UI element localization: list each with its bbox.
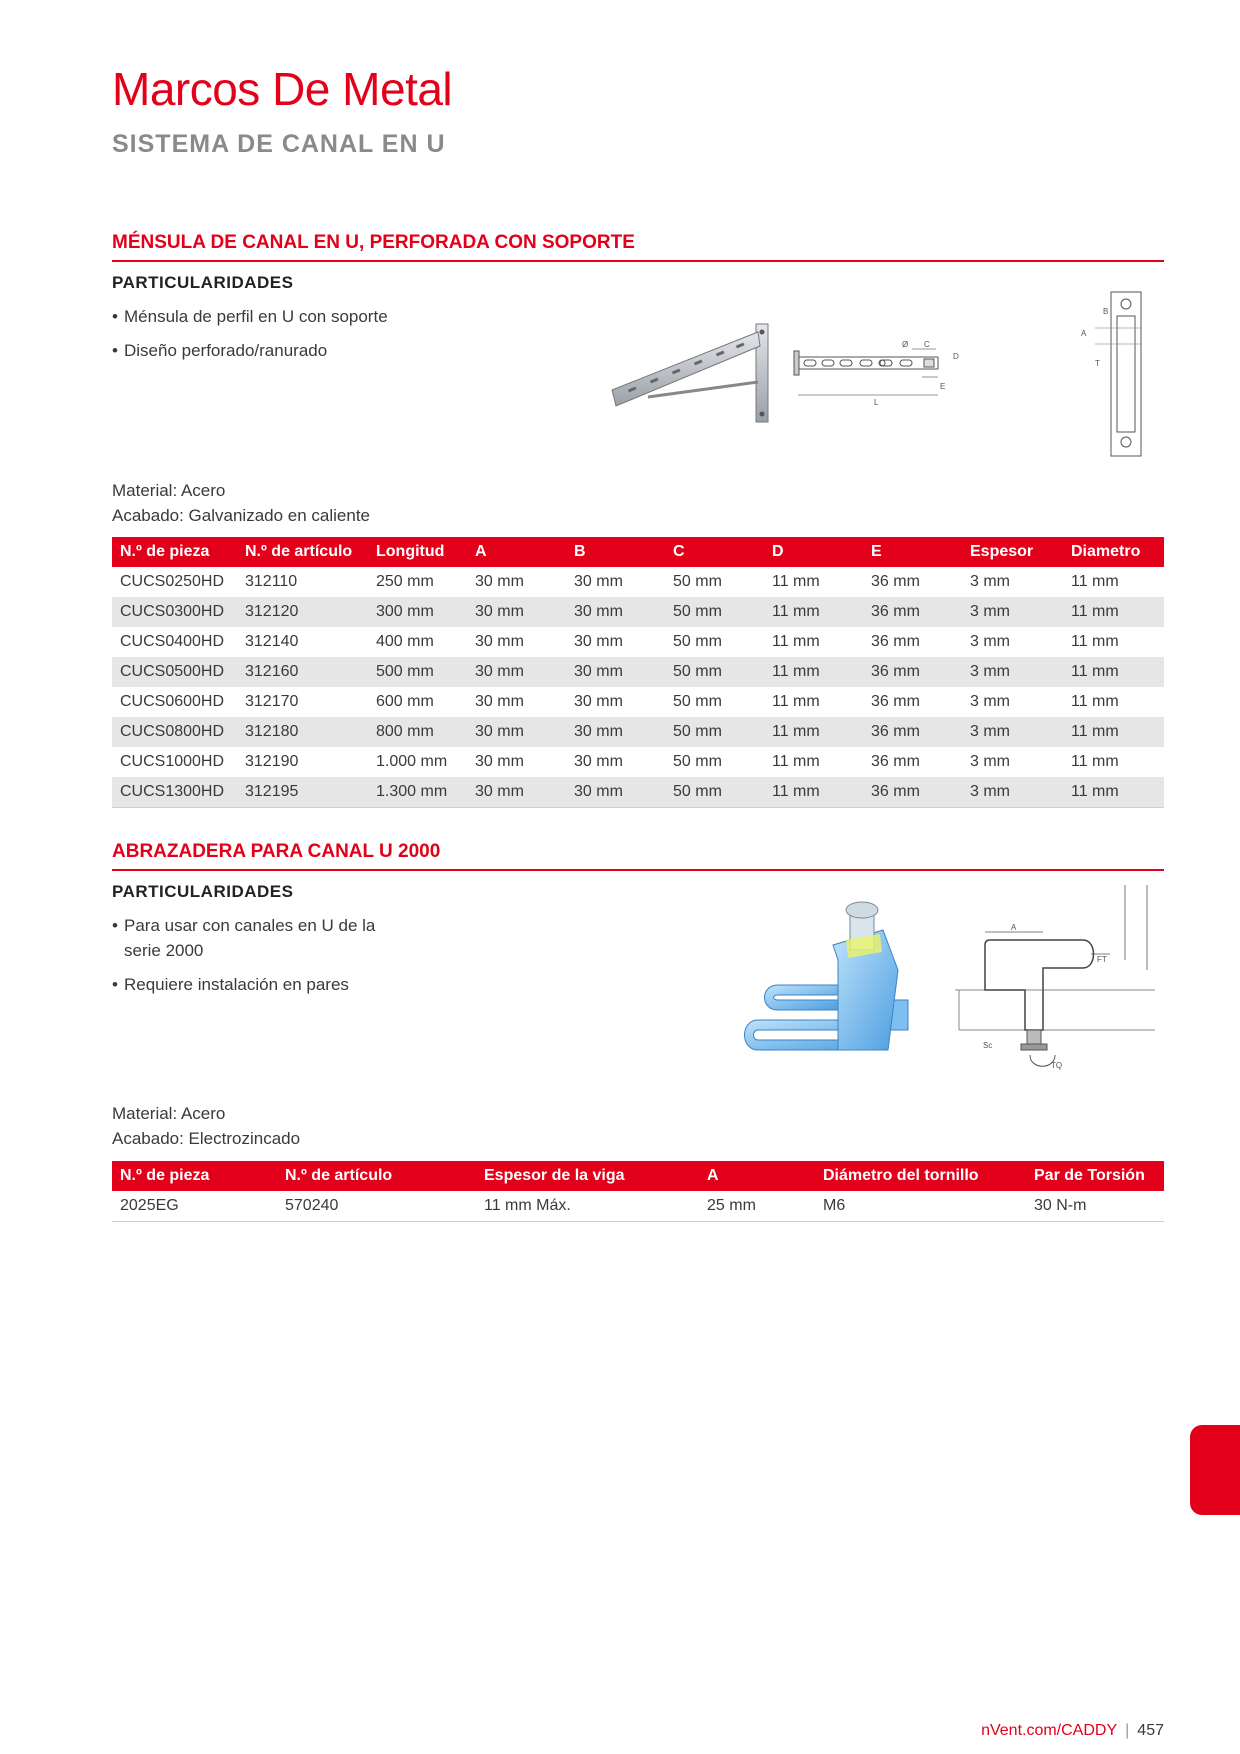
- bracket-dimension-diagram: [790, 335, 970, 410]
- table-cell: 3 mm: [962, 657, 1063, 687]
- table-cell: 312170: [245, 693, 299, 710]
- column-header: Par de Torsión: [1026, 1161, 1164, 1191]
- column-header: C: [665, 537, 764, 567]
- column-header: Diámetro del tornillo: [815, 1161, 1026, 1191]
- table-header-row: [112, 1161, 1164, 1191]
- table-cell: 50 mm: [665, 777, 764, 808]
- table-cell: 250 mm: [376, 573, 434, 590]
- table-cell: 3 mm: [962, 777, 1063, 808]
- footer-site: nVent.com/CADDY: [981, 1722, 1118, 1739]
- footer: [981, 1722, 1164, 1740]
- table-cell: 312140: [245, 633, 299, 650]
- table-cell: 11 mm: [764, 717, 863, 747]
- table-cell: 11 mm: [1071, 693, 1119, 710]
- column-header: B: [566, 537, 665, 567]
- table-cell: 50 mm: [673, 693, 722, 710]
- table-cell: 36 mm: [871, 633, 920, 650]
- table-cell: 312195: [237, 777, 368, 808]
- table-cell: CUCS0800HD: [112, 717, 237, 747]
- finish-text: Acabado: Galvanizado en caliente: [112, 506, 371, 525]
- table-cell: 600 mm: [376, 693, 434, 710]
- finish-text: Acabado: Electrozincado: [112, 1129, 301, 1148]
- table-cell: 11 mm: [772, 573, 820, 590]
- feature-item: • Ménsula de perfil en U con soporte: [112, 307, 388, 326]
- table-cell: 11 mm: [772, 633, 820, 650]
- clamp-dimension-diagram: [955, 880, 1155, 1075]
- feature-item: • Requiere instalación en pares: [112, 975, 349, 994]
- table-cell: 3 mm: [962, 717, 1063, 747]
- table-cell: CUCS0400HD: [120, 633, 225, 650]
- table-cell: 36 mm: [863, 597, 962, 627]
- section-heading-clamp: ABRAZADERA PARA CANAL U 2000: [112, 841, 1164, 871]
- table-cell: 30 mm: [467, 777, 566, 808]
- column-header: D: [764, 537, 863, 567]
- table-cell: 30 mm: [467, 657, 566, 687]
- table-cell: 30 mm: [566, 777, 665, 808]
- table-cell: 50 mm: [665, 657, 764, 687]
- table-row: [112, 597, 1164, 627]
- table-cell: 50 mm: [665, 597, 764, 627]
- table-cell: 1.300 mm: [368, 777, 467, 808]
- table-cell: CUCS0300HD: [112, 597, 237, 627]
- bracket-spec-table: [112, 537, 1164, 808]
- features-heading-bracket: PARTICULARIDADES: [112, 273, 294, 292]
- diagram-label-a: A: [1081, 329, 1087, 338]
- table-cell: 312120: [237, 597, 368, 627]
- table-cell: 11 mm: [1063, 717, 1164, 747]
- table-cell: 570240: [277, 1191, 476, 1222]
- table-cell: CUCS1000HD: [120, 753, 225, 770]
- material-text: Material: Acero: [112, 1104, 226, 1123]
- footer-separator: |: [1125, 1722, 1130, 1739]
- table-cell: 30 mm: [574, 573, 623, 590]
- bracket-product-image: [608, 322, 778, 427]
- table-cell: M6: [815, 1191, 1026, 1222]
- table-cell: 36 mm: [863, 657, 962, 687]
- diagram-label-ft: FT: [1097, 955, 1107, 964]
- table-row: [112, 687, 1164, 717]
- column-header: Longitud: [368, 537, 467, 567]
- table-cell: 30 mm: [574, 753, 623, 770]
- table-cell: 800 mm: [368, 717, 467, 747]
- features-heading-clamp: PARTICULARIDADES: [112, 882, 294, 901]
- table-cell: 11 mm: [1071, 573, 1119, 590]
- table-cell: 300 mm: [368, 597, 467, 627]
- table-cell: 30 mm: [467, 597, 566, 627]
- table-cell: 312180: [237, 717, 368, 747]
- table-cell: 500 mm: [368, 657, 467, 687]
- feature-item: • Diseño perforado/ranurado: [112, 341, 328, 360]
- table-cell: 50 mm: [673, 633, 722, 650]
- column-header: Diametro: [1063, 537, 1164, 567]
- table-cell: 30 mm: [475, 633, 524, 650]
- table-cell: 11 mm Máx.: [476, 1191, 699, 1222]
- table-cell: 11 mm: [772, 753, 820, 770]
- table-row: [112, 657, 1164, 687]
- bracket-front-diagram: [1075, 290, 1145, 460]
- page-edge-tab: [1190, 1425, 1240, 1515]
- feature-item: • Para usar con canales en U de la serie 2000: [112, 916, 376, 960]
- table-cell: 30 mm: [467, 717, 566, 747]
- table-cell: 36 mm: [871, 753, 920, 770]
- page-title: Marcos De Metal: [112, 63, 453, 115]
- table-cell: 36 mm: [863, 777, 962, 808]
- table-cell: 3 mm: [962, 597, 1063, 627]
- diagram-label-sc: Sc: [983, 1041, 993, 1050]
- table-cell: CUCS0600HD: [120, 693, 225, 710]
- table-cell: 50 mm: [673, 573, 722, 590]
- material-text: Material: Acero: [112, 481, 226, 500]
- column-header: A: [699, 1161, 815, 1191]
- column-header: E: [863, 537, 962, 567]
- table-cell: 11 mm: [764, 777, 863, 808]
- table-cell: 30 N-m: [1026, 1191, 1164, 1222]
- page-subtitle: SISTEMA DE CANAL EN U: [112, 130, 446, 158]
- diagram-label-tq: TQ: [1051, 1061, 1063, 1070]
- table-cell: 312160: [237, 657, 368, 687]
- diagram-label-dia: Ø: [902, 340, 909, 349]
- table-cell: 36 mm: [871, 693, 920, 710]
- clamp-product-image: [738, 890, 933, 1070]
- diagram-label-t: T: [1095, 359, 1100, 368]
- column-header: Espesor de la viga: [476, 1161, 699, 1191]
- diagram-label-a: A: [1011, 923, 1017, 932]
- table-cell: 50 mm: [665, 717, 764, 747]
- column-header: N.º de artículo: [277, 1161, 476, 1191]
- table-row: [112, 627, 1164, 657]
- table-row: [112, 567, 1164, 597]
- table-row: [112, 777, 1164, 808]
- table-cell: 3 mm: [970, 693, 1010, 710]
- column-header: N.º de pieza: [112, 1161, 277, 1191]
- table-cell: 36 mm: [871, 573, 920, 590]
- table-cell: 3 mm: [970, 753, 1010, 770]
- table-cell: 2025EG: [112, 1191, 277, 1222]
- diagram-label-d: D: [953, 352, 959, 361]
- table-cell: CUCS0250HD: [120, 573, 225, 590]
- table-cell: 30 mm: [566, 657, 665, 687]
- table-header-row: [112, 537, 1164, 567]
- section-heading-bracket: MÉNSULA DE CANAL EN U, PERFORADA CON SOPORTE: [112, 232, 1164, 262]
- table-cell: 11 mm: [1063, 597, 1164, 627]
- table-cell: 30 mm: [574, 693, 623, 710]
- table-cell: 11 mm: [764, 597, 863, 627]
- table-cell: 25 mm: [699, 1191, 815, 1222]
- table-row: [112, 717, 1164, 747]
- table-cell: 3 mm: [970, 633, 1010, 650]
- table-row: [112, 747, 1164, 777]
- column-header: N.º de pieza: [112, 537, 237, 567]
- column-header: Espesor: [962, 537, 1063, 567]
- column-header: N.º de artículo: [237, 537, 368, 567]
- table-cell: 36 mm: [863, 717, 962, 747]
- table-cell: 11 mm: [1071, 633, 1119, 650]
- diagram-label-l: L: [874, 398, 879, 407]
- page-number: 457: [1137, 1722, 1164, 1739]
- table-cell: 30 mm: [574, 633, 623, 650]
- clamp-spec-table: [112, 1161, 1164, 1222]
- table-cell: 312190: [245, 753, 299, 770]
- column-header: A: [467, 537, 566, 567]
- table-cell: 30 mm: [475, 693, 524, 710]
- table-cell: 312110: [245, 573, 298, 590]
- table-cell: 11 mm: [772, 693, 820, 710]
- diagram-label-c: C: [924, 340, 930, 349]
- table-cell: 11 mm: [1071, 753, 1119, 770]
- table-cell: 30 mm: [566, 717, 665, 747]
- table-cell: CUCS1300HD: [112, 777, 237, 808]
- table-cell: 11 mm: [1063, 777, 1164, 808]
- table-cell: 11 mm: [1063, 657, 1164, 687]
- table-row: [112, 1191, 1164, 1222]
- table-cell: 11 mm: [764, 657, 863, 687]
- table-cell: 30 mm: [566, 597, 665, 627]
- table-cell: 3 mm: [970, 573, 1010, 590]
- table-cell: 30 mm: [475, 753, 524, 770]
- table-cell: 400 mm: [376, 633, 434, 650]
- table-cell: 30 mm: [475, 573, 524, 590]
- table-cell: 1.000 mm: [376, 753, 448, 770]
- diagram-label-e: E: [940, 382, 946, 391]
- table-cell: 50 mm: [673, 753, 722, 770]
- diagram-label-b: B: [1103, 307, 1109, 316]
- table-cell: CUCS0500HD: [112, 657, 237, 687]
